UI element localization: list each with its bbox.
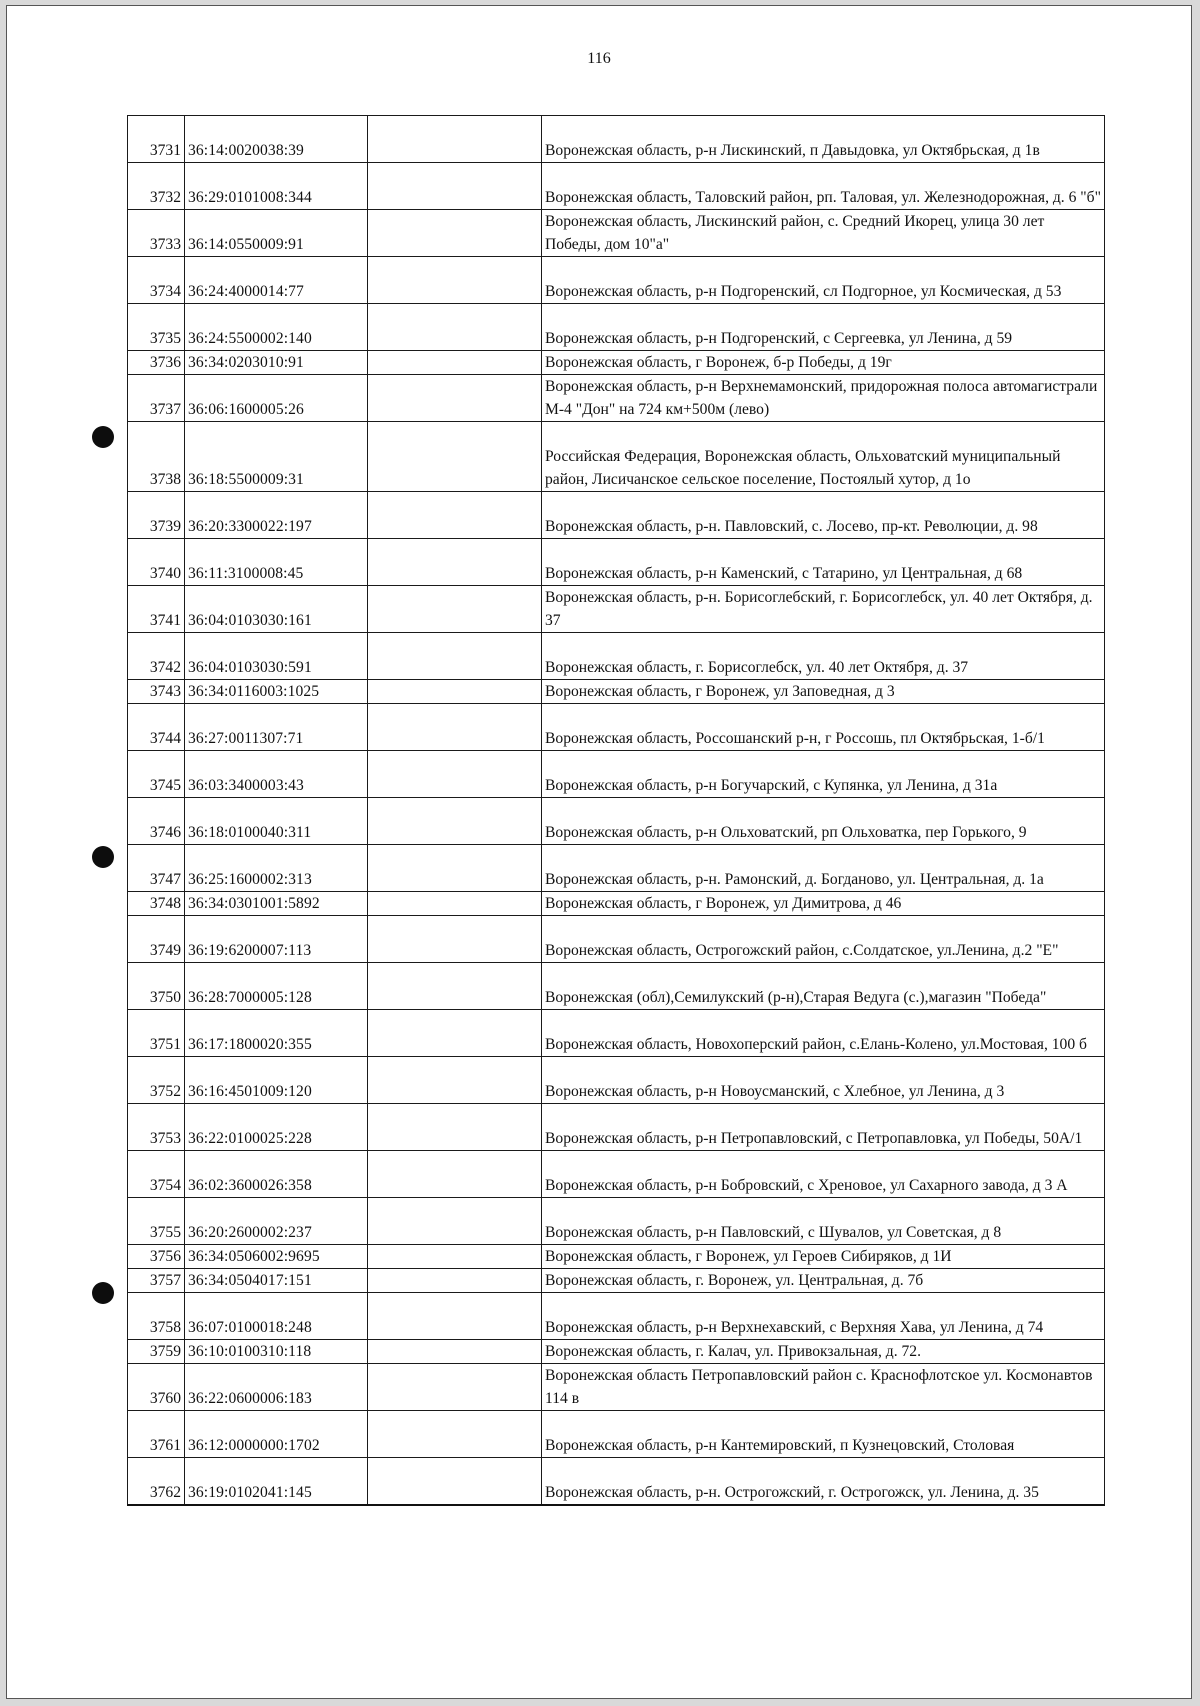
- table-row: [128, 351, 1105, 375]
- empty-cell: [368, 1198, 542, 1245]
- empty-cell: [368, 1151, 542, 1198]
- cadastral-number-cell: 36:20:2600002:237: [185, 1198, 368, 1245]
- cadastral-number-cell: 36:14:0020038:39: [185, 116, 368, 163]
- table-row: [128, 1458, 1105, 1505]
- empty-cell: [368, 1245, 542, 1269]
- row-number-cell: 3760: [128, 1364, 185, 1411]
- address-cell: Воронежская область, р-н Лискинский, п Давыдовка, ул Октябрьская, д 1в: [542, 116, 1105, 163]
- table-row: [128, 163, 1105, 210]
- table-row: [128, 257, 1105, 304]
- cadastral-number-cell: 36:34:0301001:5892: [185, 892, 368, 916]
- table-row: [128, 1010, 1105, 1057]
- row-number-cell: 3743: [128, 680, 185, 704]
- cadastral-number-cell: 36:18:0100040:311: [185, 798, 368, 845]
- cadastral-number-cell: 36:22:0100025:228: [185, 1104, 368, 1151]
- row-number-cell: 3749: [128, 916, 185, 963]
- table-row: [128, 633, 1105, 680]
- cadastral-number-cell: 36:29:0101008:344: [185, 163, 368, 210]
- punch-hole-mark: [92, 426, 114, 448]
- empty-cell: [368, 210, 542, 257]
- empty-cell: [368, 633, 542, 680]
- empty-cell: [368, 163, 542, 210]
- empty-cell: [368, 304, 542, 351]
- empty-cell: [368, 1364, 542, 1411]
- address-cell: Воронежская область, р-н Подгоренский, сл Подгорное, ул Космическая, д 53: [542, 257, 1105, 304]
- empty-cell: [368, 704, 542, 751]
- address-cell: Воронежская область, р-н Подгоренский, с Сергеевка, ул Ленина, д 59: [542, 304, 1105, 351]
- row-number-cell: 3734: [128, 257, 185, 304]
- empty-cell: [368, 257, 542, 304]
- address-cell: Воронежская область, р-н. Рамонский, д. Богданово, ул. Центральная, д. 1а: [542, 845, 1105, 892]
- table-row: [128, 1340, 1105, 1364]
- cadastral-number-cell: 36:14:0550009:91: [185, 210, 368, 257]
- row-number-cell: 3737: [128, 375, 185, 422]
- empty-cell: [368, 916, 542, 963]
- cadastral-number-cell: 36:16:4501009:120: [185, 1057, 368, 1104]
- row-number-cell: 3762: [128, 1458, 185, 1505]
- address-cell: Воронежская область, р-н. Острогожский, г. Острогожск, ул. Ленина, д. 35: [542, 1458, 1105, 1505]
- row-number-cell: 3757: [128, 1269, 185, 1293]
- empty-cell: [368, 1057, 542, 1104]
- address-cell: Воронежская область, г. Борисоглебск, ул. 40 лет Октября, д. 37: [542, 633, 1105, 680]
- empty-cell: [368, 751, 542, 798]
- address-cell: Воронежская область, р-н Верхнемамонский, придорожная полоса автомагистрали М-4 "Дон" на 724 км+500м (лево): [542, 375, 1105, 422]
- cadastral-number-cell: 36:20:3300022:197: [185, 492, 368, 539]
- cadastral-number-cell: 36:34:0116003:1025: [185, 680, 368, 704]
- address-cell: Воронежская область, Острогожский район, с.Солдатское, ул.Ленина, д.2 "Е": [542, 916, 1105, 963]
- row-number-cell: 3761: [128, 1411, 185, 1458]
- empty-cell: [368, 422, 542, 492]
- address-cell: Воронежская область, г Воронеж, б-р Победы, д 19г: [542, 351, 1105, 375]
- empty-cell: [368, 1269, 542, 1293]
- row-number-cell: 3758: [128, 1293, 185, 1340]
- address-cell: Воронежская область, р-н Павловский, с Шувалов, ул Советская, д 8: [542, 1198, 1105, 1245]
- cadastral-number-cell: 36:06:1600005:26: [185, 375, 368, 422]
- empty-cell: [368, 539, 542, 586]
- row-number-cell: 3742: [128, 633, 185, 680]
- row-number-cell: 3739: [128, 492, 185, 539]
- row-number-cell: 3753: [128, 1104, 185, 1151]
- empty-cell: [368, 351, 542, 375]
- table-row: [128, 1411, 1105, 1458]
- row-number-cell: 3759: [128, 1340, 185, 1364]
- row-number-cell: 3736: [128, 351, 185, 375]
- cadastral-number-cell: 36:19:6200007:113: [185, 916, 368, 963]
- cadastral-number-cell: 36:11:3100008:45: [185, 539, 368, 586]
- row-number-cell: 3752: [128, 1057, 185, 1104]
- table-row: [128, 1057, 1105, 1104]
- cadastral-number-cell: 36:34:0506002:9695: [185, 1245, 368, 1269]
- page-number: 116: [587, 50, 611, 67]
- address-cell: Воронежская область, р-н Кантемировский, п Кузнецовский, Столовая: [542, 1411, 1105, 1458]
- cadastral-number-cell: 36:22:0600006:183: [185, 1364, 368, 1411]
- row-number-cell: 3756: [128, 1245, 185, 1269]
- table-row: [128, 963, 1105, 1010]
- table-row: [128, 210, 1105, 257]
- empty-cell: [368, 1458, 542, 1505]
- cadastral-number-cell: 36:02:3600026:358: [185, 1151, 368, 1198]
- cadastral-number-cell: 36:25:1600002:313: [185, 845, 368, 892]
- table-row: [128, 375, 1105, 422]
- row-number-cell: 3755: [128, 1198, 185, 1245]
- address-cell: Воронежская область, р-н Богучарский, с Купянка, ул Ленина, д 31а: [542, 751, 1105, 798]
- address-cell: Воронежская область, Таловский район, рп. Таловая, ул. Железнодорожная, д. 6 "б": [542, 163, 1105, 210]
- address-cell: Воронежская область, Новохоперский район, с.Елань-Колено, ул.Мостовая, 100 б: [542, 1010, 1105, 1057]
- empty-cell: [368, 892, 542, 916]
- row-number-cell: 3732: [128, 163, 185, 210]
- address-cell: Воронежская область, р-н Ольховатский, рп Ольховатка, пер Горького, 9: [542, 798, 1105, 845]
- address-cell: Воронежская область, р-н Новоусманский, с Хлебное, ул Ленина, д 3: [542, 1057, 1105, 1104]
- address-cell: Воронежская область, р-н Петропавловский, с Петропавловка, ул Победы, 50А/1: [542, 1104, 1105, 1151]
- table-row: [128, 1269, 1105, 1293]
- cadastral-number-cell: 36:28:7000005:128: [185, 963, 368, 1010]
- address-cell: Воронежская область, р-н Бобровский, с Хреновое, ул Сахарного завода, д 3 А: [542, 1151, 1105, 1198]
- row-number-cell: 3738: [128, 422, 185, 492]
- row-number-cell: 3750: [128, 963, 185, 1010]
- empty-cell: [368, 1293, 542, 1340]
- table-row: [128, 422, 1105, 492]
- empty-cell: [368, 845, 542, 892]
- table-row: [128, 1104, 1105, 1151]
- table-row: [128, 1198, 1105, 1245]
- address-cell: Воронежская область, г Воронеж, ул Заповедная, д 3: [542, 680, 1105, 704]
- empty-cell: [368, 586, 542, 633]
- table-row: [128, 751, 1105, 798]
- table-row: [128, 116, 1105, 163]
- table-row: [128, 916, 1105, 963]
- punch-hole-mark: [92, 1282, 114, 1304]
- cadastral-registry-table: [127, 115, 1105, 1506]
- address-cell: Воронежская область, Лискинский район, с. Средний Икорец, улица 30 лет Победы, дом 10"а": [542, 210, 1105, 257]
- cadastral-number-cell: 36:24:4000014:77: [185, 257, 368, 304]
- empty-cell: [368, 1340, 542, 1364]
- table-row: [128, 845, 1105, 892]
- row-number-cell: 3746: [128, 798, 185, 845]
- empty-cell: [368, 1010, 542, 1057]
- table-row: [128, 1364, 1105, 1411]
- table-row: [128, 304, 1105, 351]
- table-row: [128, 1293, 1105, 1340]
- cadastral-number-cell: 36:24:5500002:140: [185, 304, 368, 351]
- document-page: [6, 5, 1192, 1699]
- cadastral-number-cell: 36:34:0504017:151: [185, 1269, 368, 1293]
- cadastral-number-cell: 36:27:0011307:71: [185, 704, 368, 751]
- table-body: [128, 116, 1105, 1505]
- empty-cell: [368, 375, 542, 422]
- address-cell: Воронежская (обл),Семилукский (р-н),Старая Ведуга (с.),магазин "Победа": [542, 963, 1105, 1010]
- table-row: [128, 1245, 1105, 1269]
- table-row: [128, 892, 1105, 916]
- empty-cell: [368, 1104, 542, 1151]
- empty-cell: [368, 798, 542, 845]
- row-number-cell: 3745: [128, 751, 185, 798]
- table-row: [128, 1151, 1105, 1198]
- cadastral-number-cell: 36:17:1800020:355: [185, 1010, 368, 1057]
- cadastral-number-cell: 36:12:0000000:1702: [185, 1411, 368, 1458]
- cadastral-number-cell: 36:04:0103030:591: [185, 633, 368, 680]
- punch-hole-mark: [92, 846, 114, 868]
- address-cell: Воронежская область, г. Калач, ул. Привокзальная, д. 72.: [542, 1340, 1105, 1364]
- table-row: [128, 539, 1105, 586]
- address-cell: Воронежская область Петропавловский район с. Краснофлотское ул. Космонавтов 114 в: [542, 1364, 1105, 1411]
- row-number-cell: 3748: [128, 892, 185, 916]
- address-cell: Воронежская область, г Воронеж, ул Димитрова, д 46: [542, 892, 1105, 916]
- row-number-cell: 3751: [128, 1010, 185, 1057]
- row-number-cell: 3747: [128, 845, 185, 892]
- cadastral-number-cell: 36:34:0203010:91: [185, 351, 368, 375]
- empty-cell: [368, 1411, 542, 1458]
- cadastral-number-cell: 36:19:0102041:145: [185, 1458, 368, 1505]
- address-cell: Воронежская область, г. Воронеж, ул. Центральная, д. 7б: [542, 1269, 1105, 1293]
- empty-cell: [368, 116, 542, 163]
- row-number-cell: 3735: [128, 304, 185, 351]
- table-row: [128, 492, 1105, 539]
- empty-cell: [368, 492, 542, 539]
- table-row: [128, 680, 1105, 704]
- row-number-cell: 3731: [128, 116, 185, 163]
- cadastral-number-cell: 36:04:0103030:161: [185, 586, 368, 633]
- address-cell: Воронежская область, г Воронеж, ул Героев Сибиряков, д 1И: [542, 1245, 1105, 1269]
- cadastral-number-cell: 36:03:3400003:43: [185, 751, 368, 798]
- row-number-cell: 3744: [128, 704, 185, 751]
- row-number-cell: 3741: [128, 586, 185, 633]
- row-number-cell: 3733: [128, 210, 185, 257]
- table-row: [128, 704, 1105, 751]
- address-cell: Воронежская область, р-н Верхнехавский, с Верхняя Хава, ул Ленина, д 74: [542, 1293, 1105, 1340]
- table-row: [128, 586, 1105, 633]
- address-cell: Воронежская область, р-н. Павловский, с. Лосево, пр-кт. Революции, д. 98: [542, 492, 1105, 539]
- empty-cell: [368, 680, 542, 704]
- row-number-cell: 3754: [128, 1151, 185, 1198]
- cadastral-number-cell: 36:18:5500009:31: [185, 422, 368, 492]
- empty-cell: [368, 963, 542, 1010]
- table-row: [128, 798, 1105, 845]
- address-cell: Воронежская область, р-н. Борисоглебский, г. Борисоглебск, ул. 40 лет Октября, д. 37: [542, 586, 1105, 633]
- row-number-cell: 3740: [128, 539, 185, 586]
- address-cell: Воронежская область, Россошанский р-н, г Россошь, пл Октябрьская, 1-б/1: [542, 704, 1105, 751]
- cadastral-number-cell: 36:07:0100018:248: [185, 1293, 368, 1340]
- address-cell: Воронежская область, р-н Каменский, с Татарино, ул Центральная, д 68: [542, 539, 1105, 586]
- address-cell: Российская Федерация, Воронежская область, Ольховатский муниципальный район, Лисичанское сельское поселение, Постоялый хутор, д 1о: [542, 422, 1105, 492]
- cadastral-number-cell: 36:10:0100310:118: [185, 1340, 368, 1364]
